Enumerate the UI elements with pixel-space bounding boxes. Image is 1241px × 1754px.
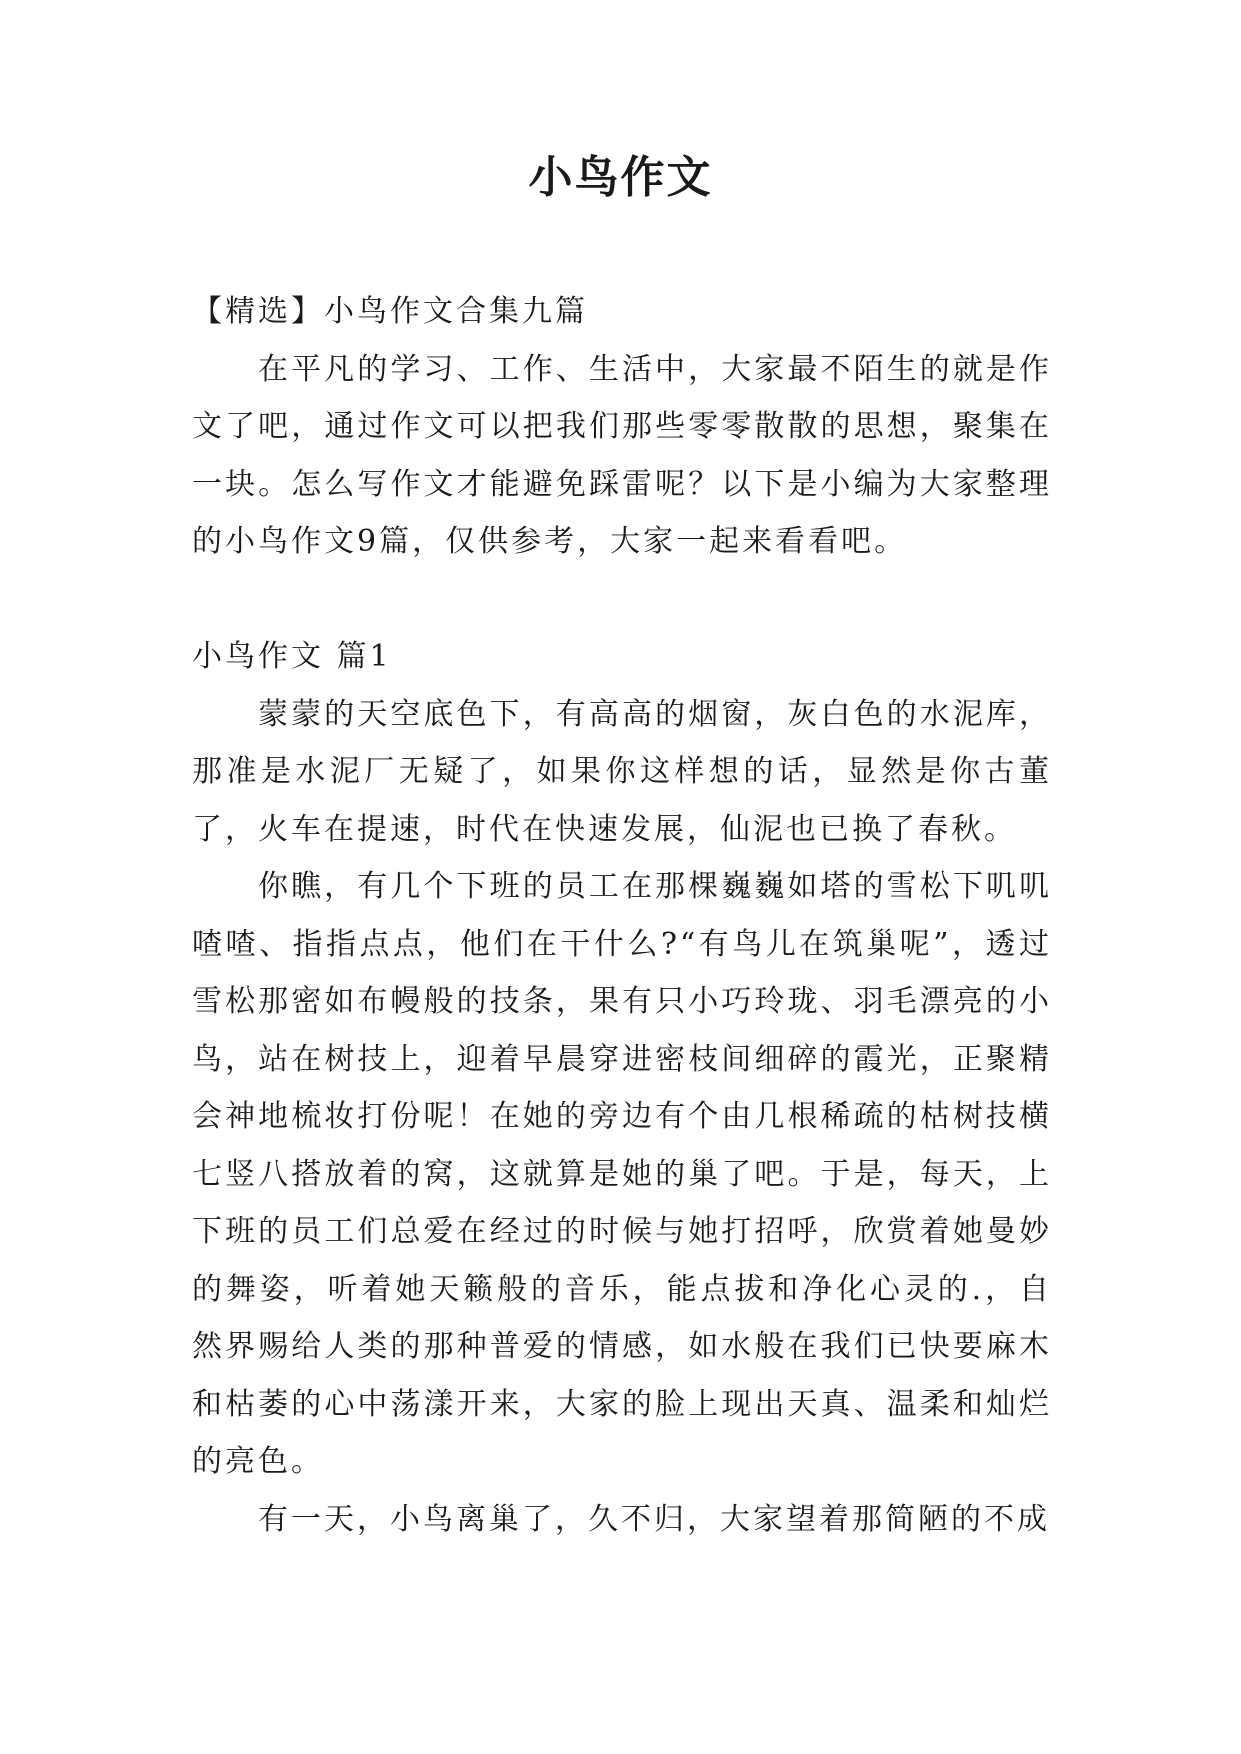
body-paragraph-3: 有一天，小鸟离巢了，久不归，大家望着那简陋的不成 <box>258 1501 1050 1537</box>
section-spacer <box>192 571 1052 629</box>
body-paragraph-2: 你瞧，有几个下班的员工在那棵巍巍如塔的雪松下叽叽喳喳、指指点点，他们在干什么?“有鸟儿在筑巢呢”，透过雪松那密如布幔般的技条，果有只小巧玲珑、羽毛漂亮的小鸟，站在树技上，迎着早晨穿进密枝间细碎的霞光，正聚精会神地梳妆打份呢！在她的旁边有个由几根稀疏的枯树技横七竖八搭放着的窝，这就算是她的巢了吧。于是，每天，上下班的员工们总爱在经过的时候与她打招呼，欣赏着她曼妙的舞姿，听着她天籁般的音乐，能点拔和净化心灵的.，自然界赐给人类的那种普爱的情感，如水般在我们已快要麻木和枯萎的心中荡漾开来，大家的脸上现出天真、温柔和灿烂的亮色。 <box>192 869 1052 1479</box>
intro-paragraph: 在平凡的学习、工作、生活中，大家最不陌生的就是作文了吧，通过作文可以把我们那些零零散散的思想，聚集在一块。怎么写作文才能避免踩雷呢？以下是小编为大家整理的小鸟作文9篇，仅供参考，大家一起来看看吧。 <box>192 351 1052 559</box>
document-title: 小鸟作文 <box>528 152 713 203</box>
body-paragraph-1: 蒙蒙的天空底色下，有高高的烟窗，灰白色的水泥库，那准是水泥厂无疑了，如果你这样想的话，显然是你古董了，火车在提速，时代在快速发展，仙泥也已换了春秋。 <box>192 696 1052 847</box>
section-heading: 小鸟作文 篇1 <box>192 639 392 674</box>
document-body <box>192 283 1052 1548</box>
collection-subtitle: 【精选】小鸟作文合集九篇 <box>192 294 588 329</box>
